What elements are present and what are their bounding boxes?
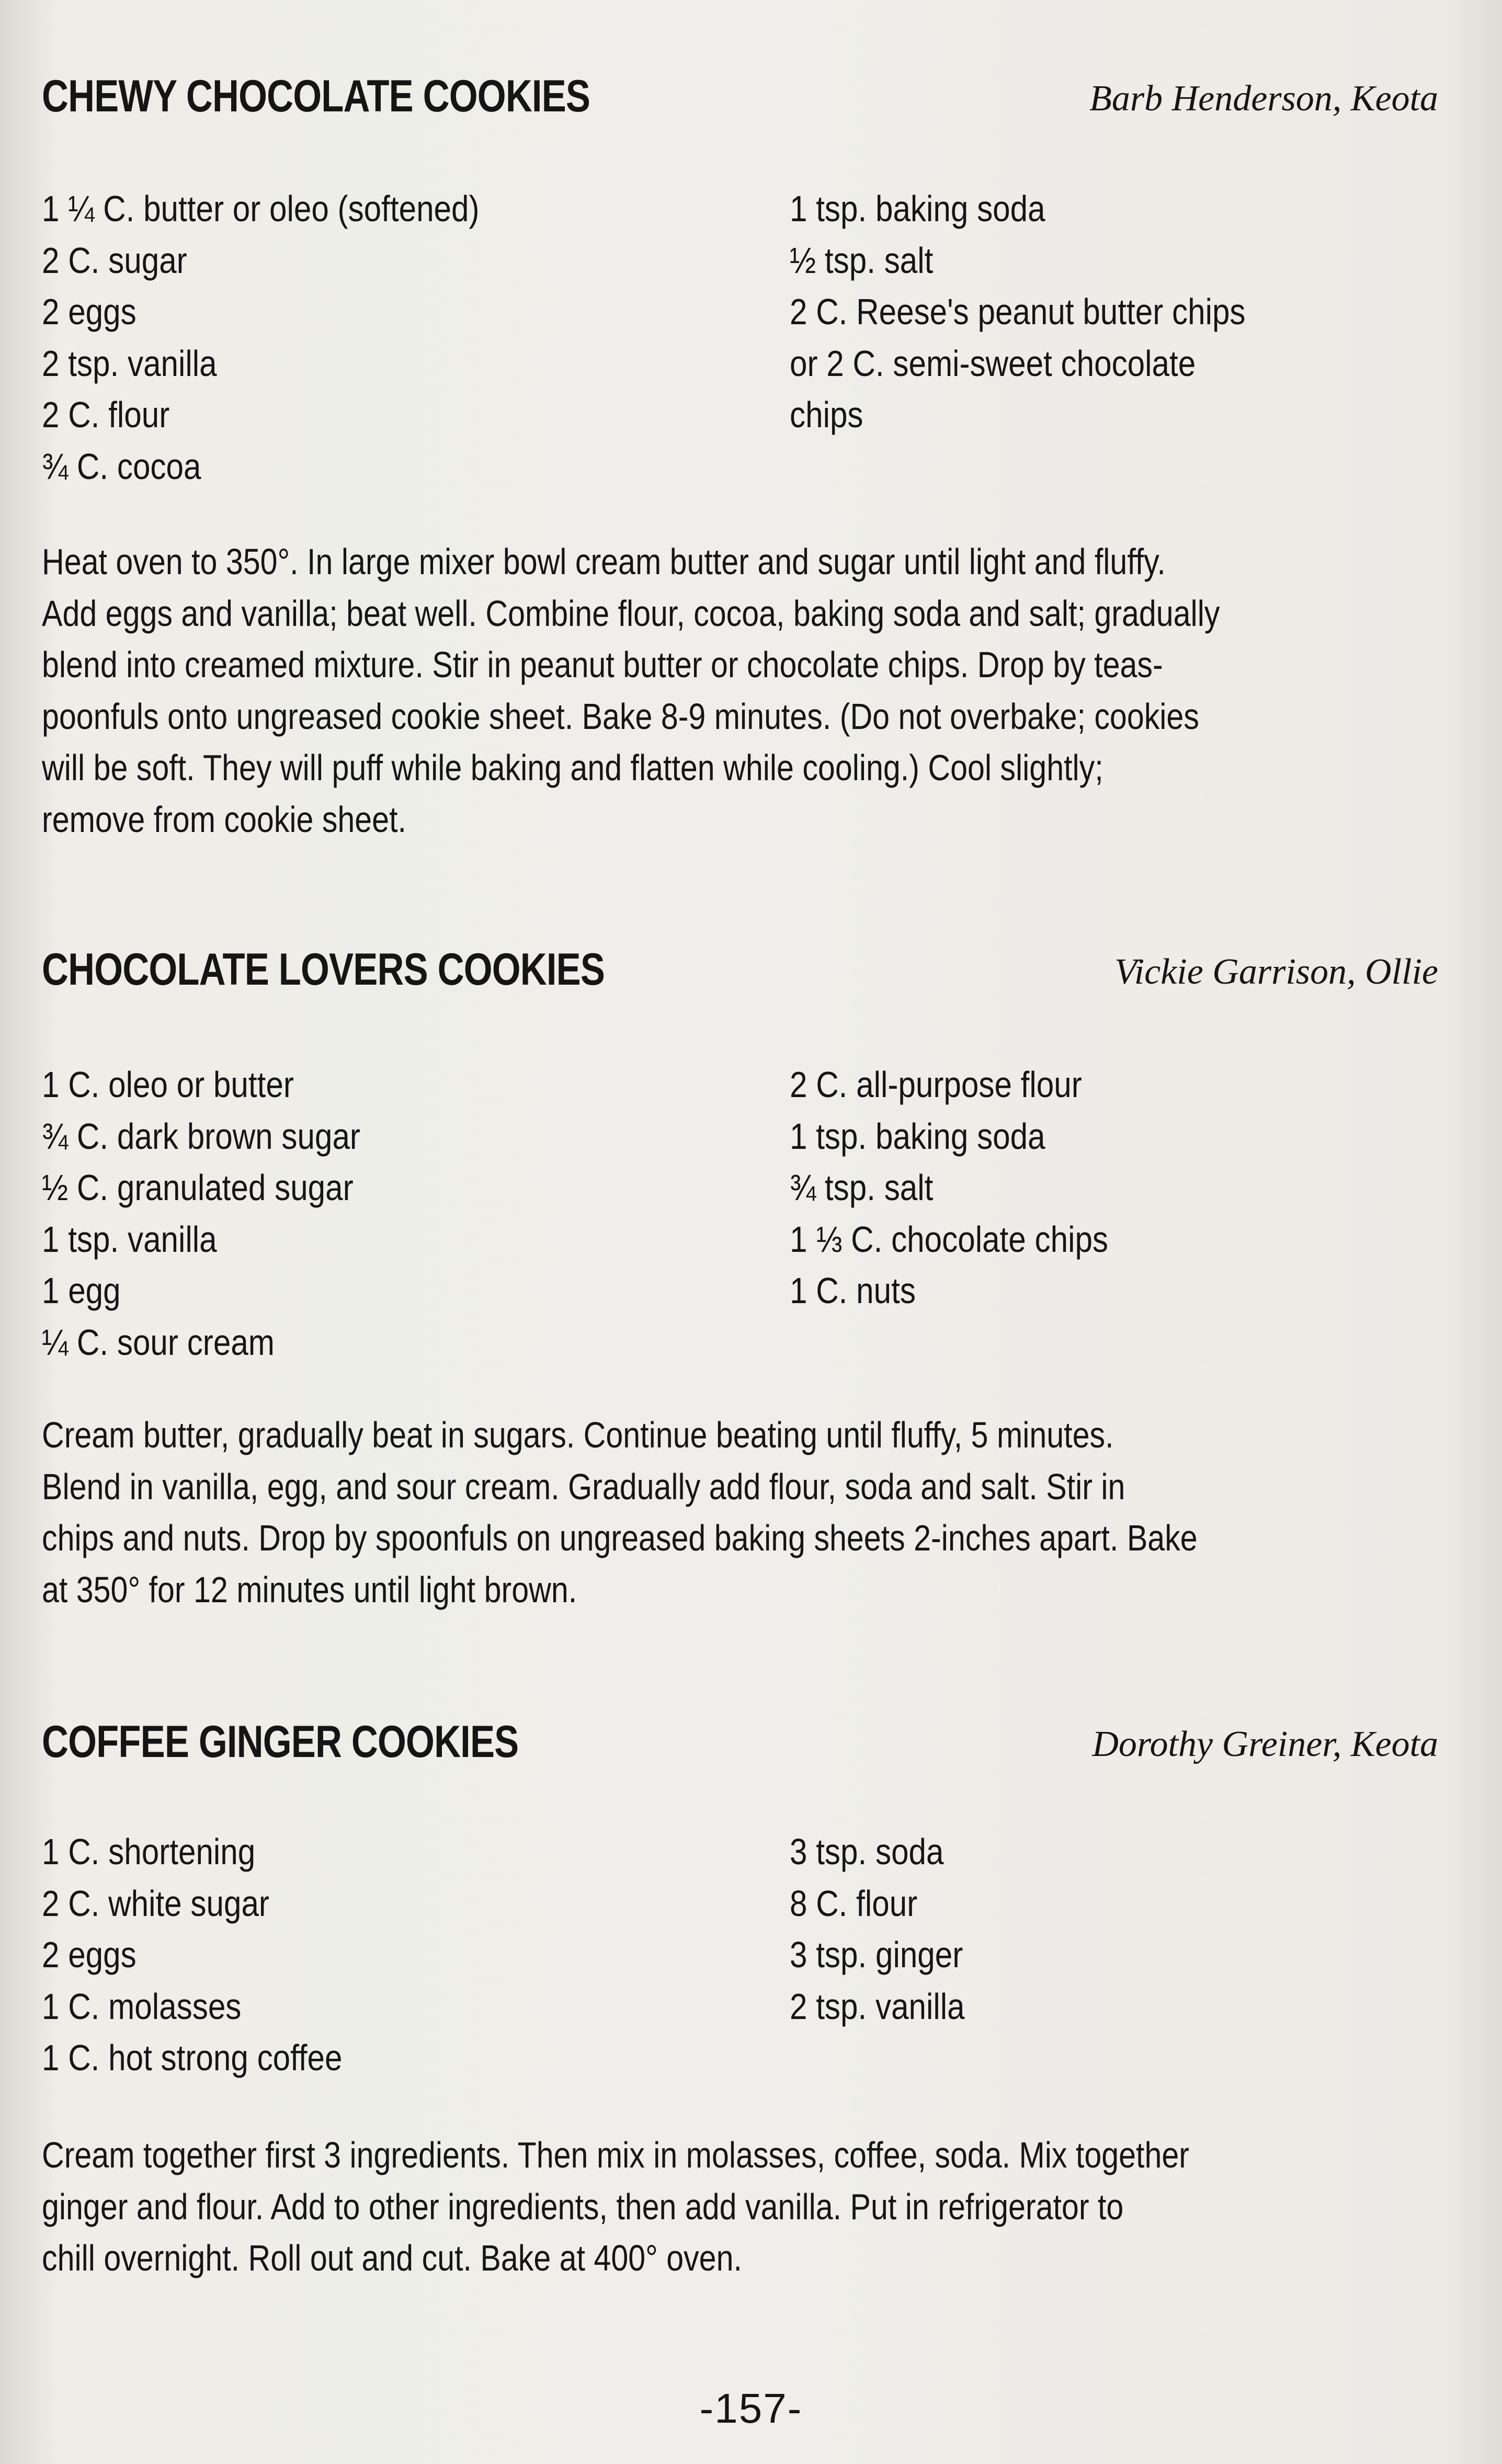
recipe-chocolate-lovers-cookies [42,944,1438,1610]
ingredient: 2 C. flour [42,394,170,435]
ingredient: 2 tsp. vanilla [42,343,217,384]
ingredient: 2 tsp. vanilla [790,1986,965,2027]
ingredient: ½ tsp. salt [790,239,934,281]
directions-line: Blend in vanilla, egg, and sour cream. Gradually add flour, soda and salt. Stir in [42,1466,1125,1507]
ingredient: 2 C. Reese's peanut butter chips [790,291,1246,332]
page-number: -157- [699,2385,803,2432]
ingredient: 2 eggs [42,1934,136,1975]
directions-line: chips and nuts. Drop by spoonfuls on ungreased baking sheets 2-inches apart. Bake [42,1518,1198,1558]
ingredient: 1 C. nuts [790,1270,916,1311]
ingredient: or 2 C. semi-sweet chocolate [790,343,1196,384]
directions-line: poonfuls onto ungreased cookie sheet. Bake 8-9 minutes. (Do not overbake; cookies [42,695,1199,737]
ingredient: 1 ⅓ C. chocolate chips [790,1218,1109,1260]
directions-line: blend into creamed mixture. Stir in peanut butter or chocolate chips. Drop by teas- [42,644,1163,685]
ingredient: 2 eggs [42,291,136,332]
ingredient: ¾ C. dark brown sugar [42,1115,360,1157]
recipe-directions [42,536,1438,845]
directions-line: Cream butter, gradually beat in sugars. Continue beating until fluffy, 5 minutes. [42,1414,1114,1455]
ingredient: ¼ C. sour cream [42,1321,275,1363]
ingredient: 2 C. white sugar [42,1883,269,1924]
recipe-directions [42,1409,1438,1615]
ingredient: 1 C. molasses [42,1986,242,2027]
directions-line: will be soft. They will puff while baking and flatten while cooling.) Cool slightly; [42,747,1103,788]
recipe-chewy-chocolate-cookies [42,71,1438,840]
ingredient: 1 tsp. baking soda [790,1115,1045,1157]
recipe-header [42,944,1438,1007]
recipe-title: CHEWY CHOCOLATE COOKIES [42,71,590,121]
recipe-title: CHOCOLATE LOVERS COOKIES [42,944,605,995]
ingredients-right-column [790,1059,1160,1317]
ingredient: chips [790,394,863,435]
ingredients-left-column [42,1059,412,1368]
directions-line: chill overnight. Roll out and cut. Bake at 400° oven. [42,2238,742,2278]
recipe-header [42,1716,1438,1779]
directions-line: Heat oven to 350°. In large mixer bowl cream butter and sugar until light and fluffy. [42,541,1166,582]
recipe-author: Vickie Garrison, Ollie [1114,952,1438,992]
recipe-author: Dorothy Greiner, Keota [1092,1724,1438,1764]
ingredient: 3 tsp. soda [790,1831,944,1872]
ingredients-right-column [790,1826,993,2032]
ingredient: 1 C. hot strong coffee [42,2037,343,2078]
ingredient: 2 C. sugar [42,239,187,281]
directions-line: Add eggs and vanilla; beat well. Combine flour, cocoa, baking soda and salt; gradually [42,592,1220,634]
recipe-directions [42,2129,1438,2284]
ingredient: ¾ tsp. salt [790,1167,934,1208]
ingredient: ¾ C. cocoa [42,446,201,487]
ingredient: 8 C. flour [790,1883,918,1924]
ingredients-left-column [42,183,551,492]
directions-line: at 350° for 12 minutes until light brown. [42,1569,577,1610]
directions-line: remove from cookie sheet. [42,798,406,840]
ingredients-left-column [42,1826,391,2084]
ingredient: ½ C. granulated sugar [42,1167,354,1208]
ingredient: 1 tsp. vanilla [42,1218,217,1260]
directions-line: ginger and flour. Add to other ingredients, then add vanilla. Put in refrigerator to [42,2186,1124,2227]
recipe-coffee-ginger-cookies [42,1716,1438,2278]
recipe-title: COFFEE GINGER COOKIES [42,1717,519,1767]
ingredients-right-column [790,183,1319,441]
ingredient: 3 tsp. ginger [790,1934,963,1975]
ingredient: 1 C. shortening [42,1831,256,1872]
ingredient: 1 C. oleo or butter [42,1064,294,1105]
ingredient: 1 tsp. baking soda [790,188,1045,229]
ingredient: 2 C. all-purpose flour [790,1064,1082,1105]
recipe-header [42,71,1438,133]
ingredient: 1 egg [42,1270,121,1311]
recipe-author: Barb Henderson, Keota [1089,78,1438,119]
ingredient: 1 ¼ C. butter or oleo (softened) [42,188,480,229]
directions-line: Cream together first 3 ingredients. Then mix in molasses, coffee, soda. Mix together [42,2135,1189,2175]
